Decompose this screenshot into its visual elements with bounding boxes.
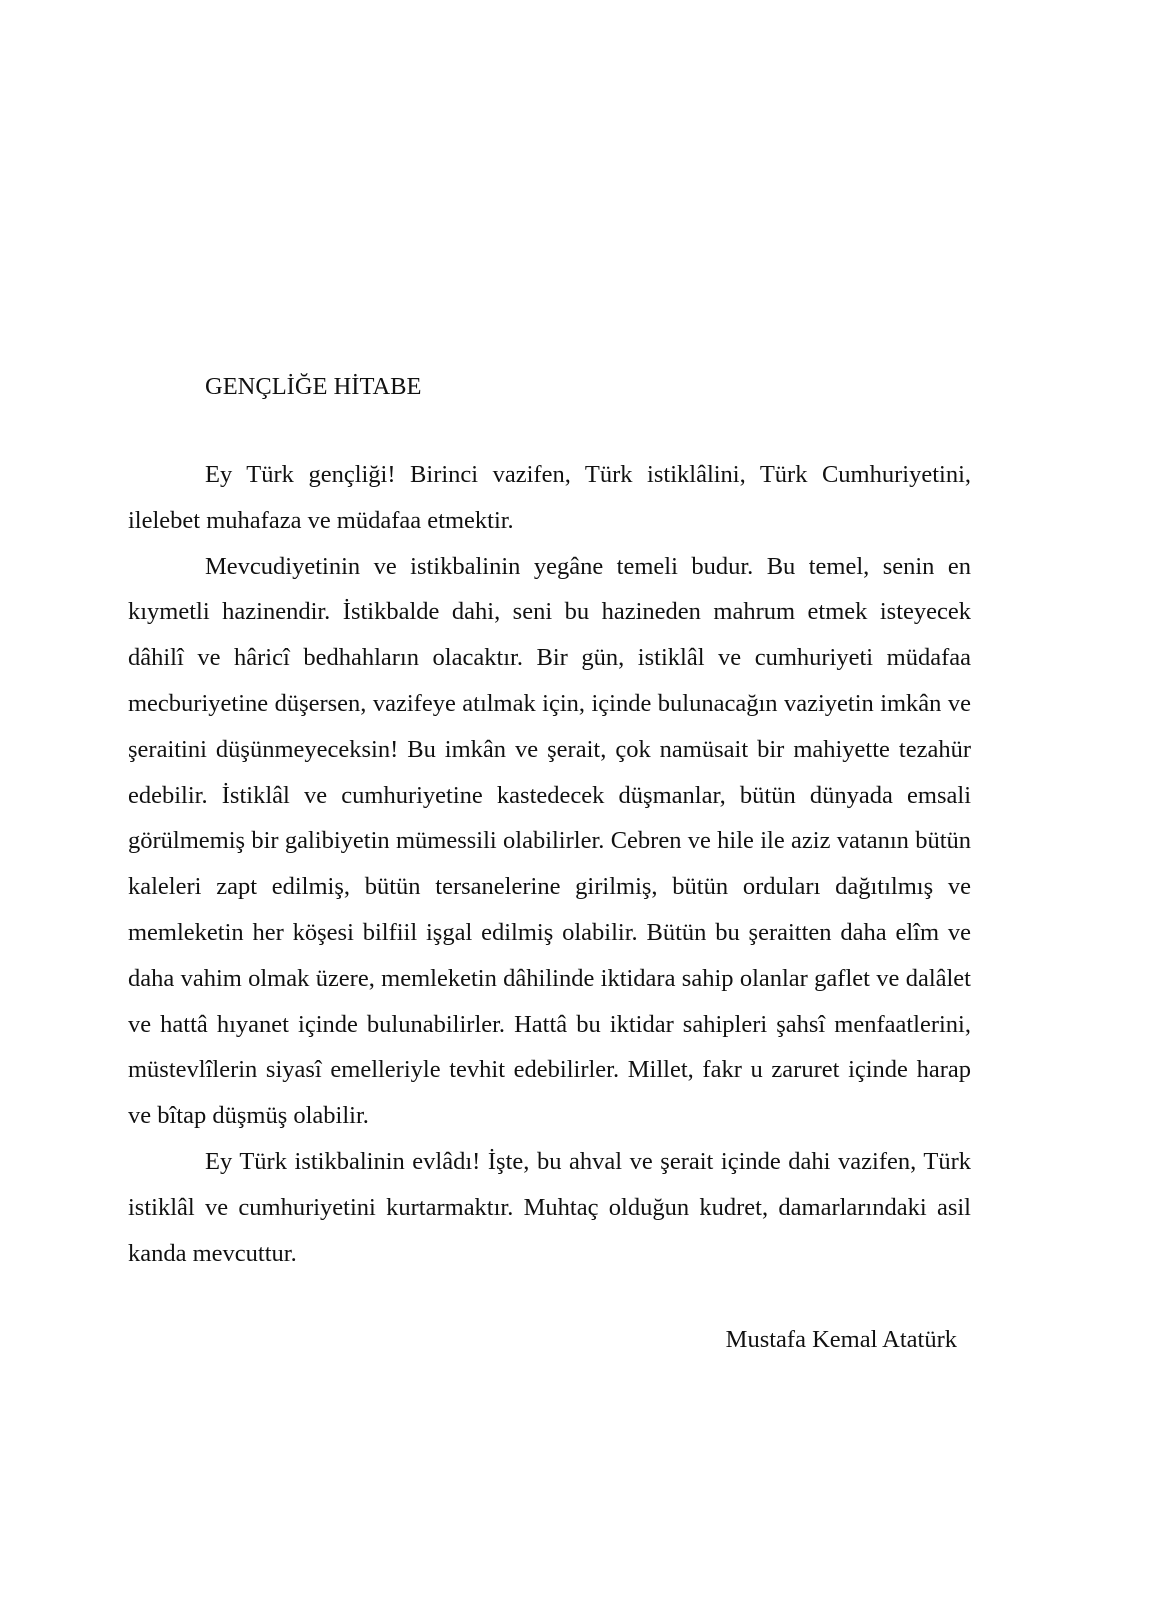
- paragraph-1: Ey Türk gençliği! Birinci vazifen, Türk istiklâlini, Türk Cumhuriyetini, ilelebet muhafaza ve müdafaa etmektir.: [128, 461, 971, 534]
- author-signature: Mustafa Kemal Atatürk: [725, 1326, 957, 1353]
- paragraph-3: Ey Türk istikbalinin evlâdı! İşte, bu ahval ve şerait içinde dahi vazifen, Türk istiklâl ve cumhuriyetini kurtarmaktır. Muhtaç olduğun kudret, damarlarındaki asil kanda mevcuttur.: [128, 1147, 971, 1267]
- paragraph-2: Mevcudiyetinin ve istikbalinin yegâne temeli budur. Bu temel, senin en kıymetli hazinendir. İstikbalde dahi, seni bu hazineden mahrum etmek isteyecek dâhilî ve hâricî bedhahların olacaktır. Bir gün, istiklâl ve cumhuriyeti müdafaa mecburiyetine düşersen, vazifeye atılmak için, içinde bulunacağın vaziyetin imkân ve şeraitini düşünmeyeceksin! Bu imkân ve şerait, çok namüsait bir mahiyette tezahür edebilir. İstiklâl ve cumhuriyetine kastedecek düşmanlar, bütün dünyada emsali görülmemiş bir galibiyetin mümessili olabilirler. Cebren ve hile ile aziz vatanın bütün kaleleri zapt edilmiş, bütün tersanelerine girilmiş, bütün orduları dağıtılmış ve memleketin her köşesi bilfiil işgal edilmiş olabilir. Bütün bu şeraitten daha elîm ve daha vahim olmak üzere, memleketin dâhilinde iktidara sahip olanlar gaflet ve dalâlet ve hattâ hıyanet içinde bulunabilirler. Hattâ bu iktidar sahipleri şahsî menfaatlerini, müstevlîlerin siyasî emelleriyle tevhit edebilirler. Millet, fakr u zaruret içinde harap ve bîtap düşmüş olabilir.: [128, 552, 971, 1130]
- document-body: [128, 452, 971, 1276]
- page-title: GENÇLİĞE HİTABE: [205, 373, 422, 400]
